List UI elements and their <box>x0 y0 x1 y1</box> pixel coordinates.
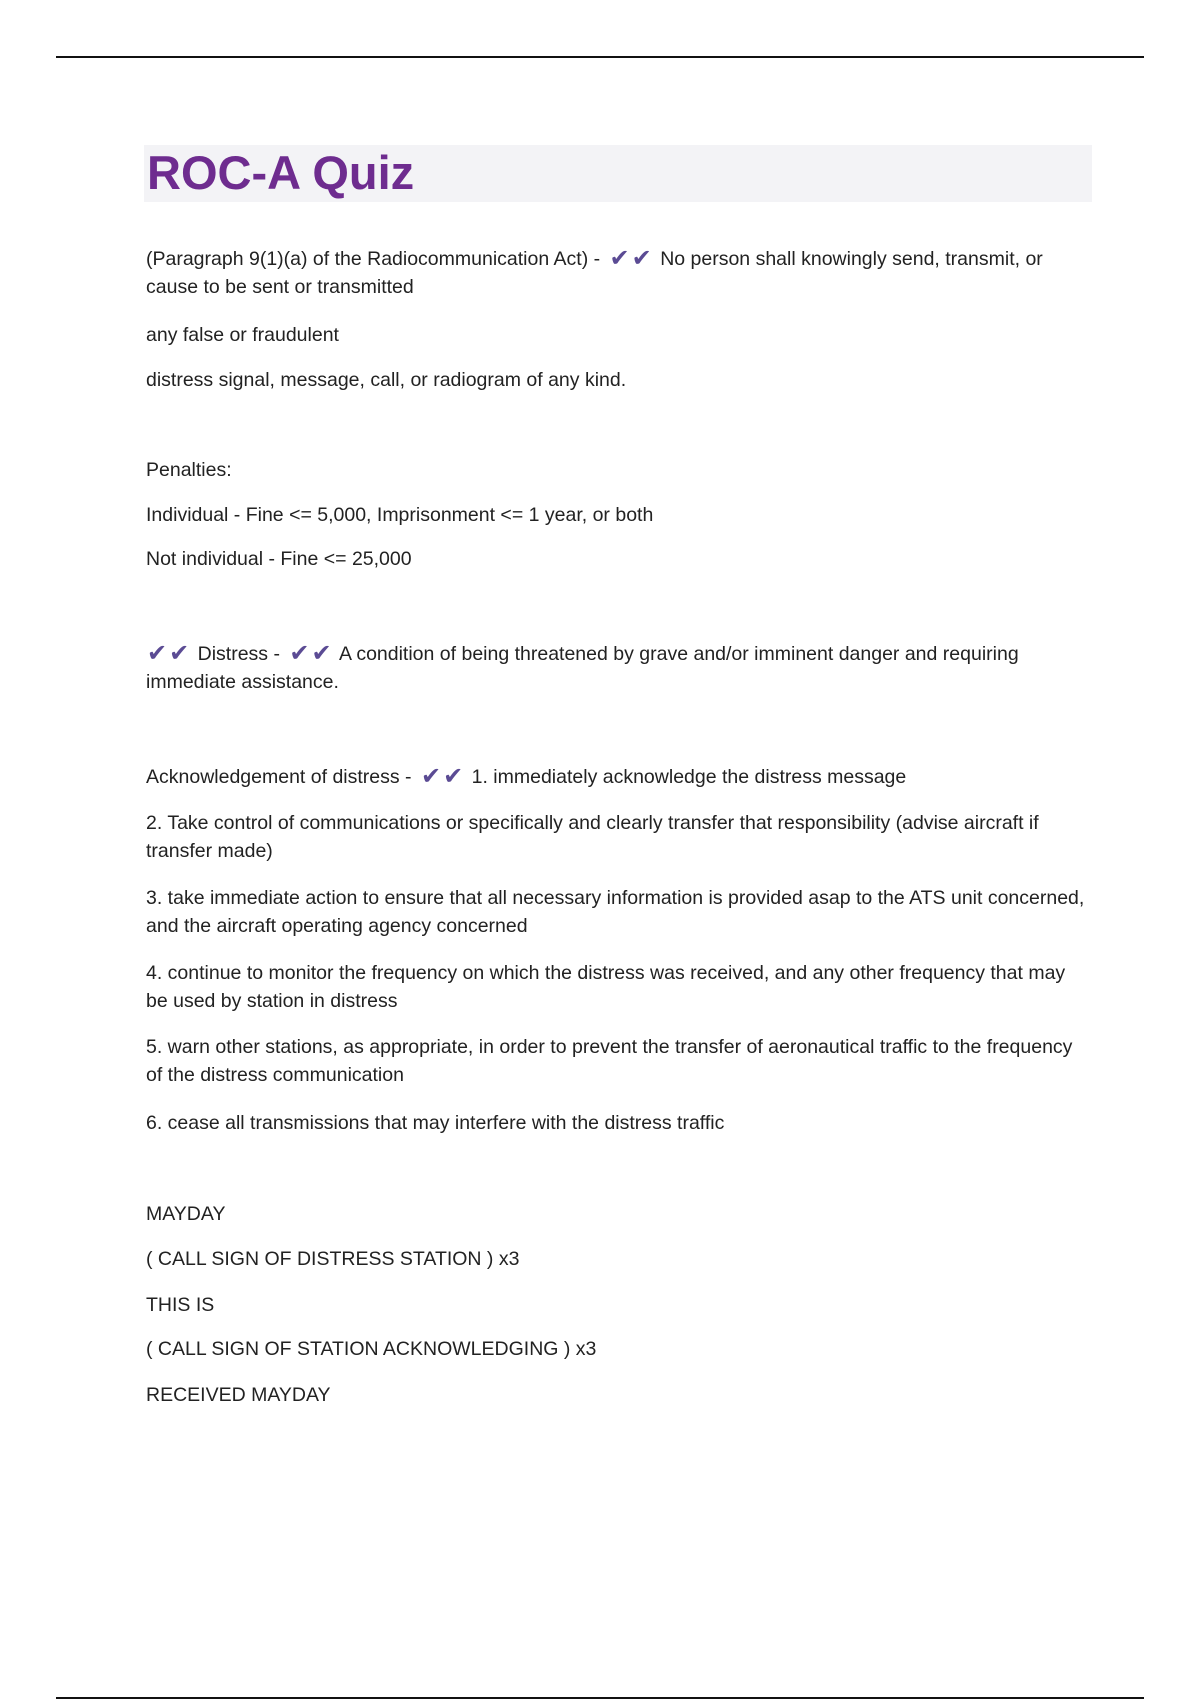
check-icon: ✔ <box>609 245 630 272</box>
top-rule <box>56 56 1144 58</box>
bottom-rule <box>56 1697 1144 1699</box>
check-icon: ✔ <box>631 245 652 272</box>
check-icons <box>146 640 190 668</box>
check-icon: ✔ <box>169 640 190 667</box>
list-item: 4. continue to monitor the frequency on which the distress was received, and any other frequency that may be used by station in distress <box>146 962 1066 1012</box>
term-text: Distress - <box>197 643 280 665</box>
paragraph: Penalties: <box>146 459 232 481</box>
page-title: ROC-A Quiz <box>147 146 415 199</box>
check-icons <box>609 245 653 273</box>
paragraph: THIS IS <box>146 1294 215 1316</box>
check-icon: ✔ <box>443 763 464 790</box>
paragraph <box>146 245 1092 301</box>
check-icon: ✔ <box>289 640 310 667</box>
list-item: 3. take immediate action to ensure that all necessary information is provided asap to the ATS unit concerned, and the aircraft operating agency concerned <box>146 887 1085 937</box>
paragraph: RECEIVED MAYDAY <box>146 1384 331 1406</box>
paragraph: Individual - Fine <= 5,000, Imprisonment <= 1 year, or both <box>146 504 654 526</box>
list-item: 5. warn other stations, as appropriate, in order to prevent the transfer of aeronautical traffic to the frequency of the distress communication <box>146 1036 1073 1086</box>
check-icon: ✔ <box>147 640 168 667</box>
paragraph: any false or fraudulent <box>146 324 339 346</box>
check-icon: ✔ <box>311 640 332 667</box>
definition-text: A condition of being threatened by grave and/or imminent danger and requiring immediate assistance. <box>146 643 1019 693</box>
check-icon: ✔ <box>420 763 442 790</box>
list-item: 6. cease all transmissions that may interfere with the distress traffic <box>146 1112 725 1134</box>
check-icons <box>420 763 464 791</box>
paragraph <box>146 763 1092 791</box>
definition-text: No person shall knowingly send, transmit, or cause to be sent or transmitted <box>146 248 1043 298</box>
list-item: 2. Take control of communications or specifically and clearly transfer that responsibility (advise aircraft if transfer made) <box>146 812 1039 862</box>
check-icons <box>288 640 332 668</box>
paragraph: Not individual - Fine <= 25,000 <box>146 548 412 570</box>
term-text: (Paragraph 9(1)(a) of the Radiocommunication Act) - <box>146 248 601 270</box>
term-text: Acknowledgement of distress - <box>146 766 412 788</box>
paragraph: ( CALL SIGN OF STATION ACKNOWLEDGING ) x3 <box>146 1338 597 1360</box>
paragraph: ( CALL SIGN OF DISTRESS STATION ) x3 <box>146 1248 520 1270</box>
definition-text: 1. immediately acknowledge the distress message <box>471 766 907 788</box>
paragraph: MAYDAY <box>146 1203 226 1225</box>
paragraph: distress signal, message, call, or radiogram of any kind. <box>146 369 627 391</box>
paragraph <box>146 640 1092 696</box>
